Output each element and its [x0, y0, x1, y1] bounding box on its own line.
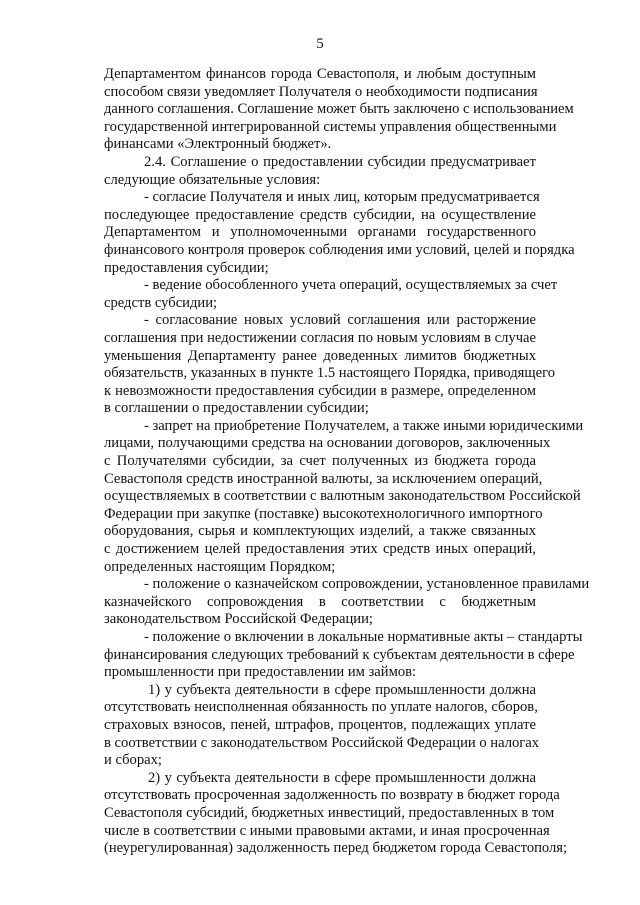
text-line: с Получателями субсидии, за счет полученных из бюджета города	[104, 453, 536, 470]
text-line: средств субсидии;	[104, 294, 218, 311]
text-line: Федерации при закупке (поставке) высокотехнологичного импортного	[104, 505, 543, 522]
text-line: обязательств, указанных в пункте 1.5 настоящего Порядка, приводящего	[104, 365, 556, 382]
text-line: финансирования следующих требований к субъектам деятельности в сфере	[104, 646, 575, 663]
text-line: последующее предоставление средств субсидии, на осуществление	[104, 206, 536, 223]
text-line: данного соглашения. Соглашение может быть заключено с использованием	[104, 101, 574, 118]
text-line: - согласие Получателя и иных лиц, которым предусматривается	[144, 189, 540, 206]
text-line: лицами, получающими средства на основании договоров, заключенных	[104, 435, 551, 452]
text-line: (неурегулированная) задолженность перед бюджетом города Севастополя;	[104, 840, 568, 857]
text-line: предоставления субсидии;	[104, 259, 269, 276]
text-line: - запрет на приобретение Получателем, а также иными юридическими	[144, 417, 584, 434]
text-line: 1) у субъекта деятельности в сфере промышленности должна	[148, 681, 536, 698]
text-line: - положение о включении в локальные нормативные акты – стандарты	[144, 629, 583, 645]
text-line: в соответствии с законодательством Российской Федерации о налогах	[104, 734, 540, 751]
text-line: соглашения при недостижении согласия по новым условиям в случае	[104, 329, 536, 346]
text-line: страховых взносов, пеней, штрафов, процентов, подлежащих уплате	[104, 716, 536, 733]
text-line: - согласование новых условий соглашения или расторжение	[144, 312, 536, 329]
text-line: уменьшения Департаменту ранее доведенных лимитов бюджетных	[104, 347, 536, 364]
text-line: с достижением целей предоставления этих средств иных операций,	[104, 541, 536, 558]
text-line: отсутствовать просроченная задолженность по возврату в бюджет города	[104, 787, 560, 804]
text-line: Севастополя субсидий, бюджетных инвестиций, предоставленных в том	[104, 804, 555, 821]
text-line: следующие обязательные условия:	[104, 171, 321, 188]
text-line: оборудования, сырья и комплектующих изделий, а также связанных	[104, 523, 536, 540]
text-line: финансами «Электронный бюджет».	[104, 136, 332, 153]
text-line: 2) у субъекта деятельности в сфере промышленности должна	[148, 769, 536, 786]
text-line: промышленности при предоставлении им займов:	[104, 664, 417, 681]
text-line: способом связи уведомляет Получателя о необходимости подписания	[104, 83, 538, 100]
page-number: 5	[316, 36, 324, 52]
text-line: - положение о казначейском сопровождении, установленное правилами	[144, 576, 590, 593]
text-line: отсутствовать неисполненная обязанность по уплате налогов, сборов,	[104, 699, 538, 716]
text-line: законодательством Российской Федерации;	[104, 611, 373, 628]
document-body	[104, 66, 590, 858]
text-line: в соглашении о предоставлении субсидии;	[104, 400, 369, 417]
text-line: осуществляемых в соответствии с валютным законодательством Российской	[104, 488, 581, 505]
text-line: 2.4. Соглашение о предоставлении субсидии предусматривает	[144, 153, 536, 170]
text-line: финансового контроля проверок соблюдения ими условий, целей и порядка	[104, 241, 575, 258]
text-line: Севастополя средств иностранной валюты, за исключением операций,	[104, 470, 543, 487]
text-line: к невозможности предоставления субсидии в размере, определенном	[104, 382, 536, 399]
text-line: определенных настоящим Порядком;	[104, 558, 336, 575]
text-line: - ведение обособленного учета операций, осуществляемых за счет	[144, 277, 558, 294]
text-line: Департаментом и уполномоченными органами государственного	[104, 224, 536, 241]
text-line: числе в соответствии с иными правовыми актами, и иная просроченная	[104, 822, 550, 839]
text-line: государственной интегрированной системы управления общественными	[104, 118, 557, 135]
text-line: и сборах;	[104, 752, 162, 769]
text-line: казначейского сопровождения в соответствии с бюджетным	[104, 593, 536, 610]
text-line: Департаментом финансов города Севастополя, и любым доступным	[104, 66, 536, 82]
